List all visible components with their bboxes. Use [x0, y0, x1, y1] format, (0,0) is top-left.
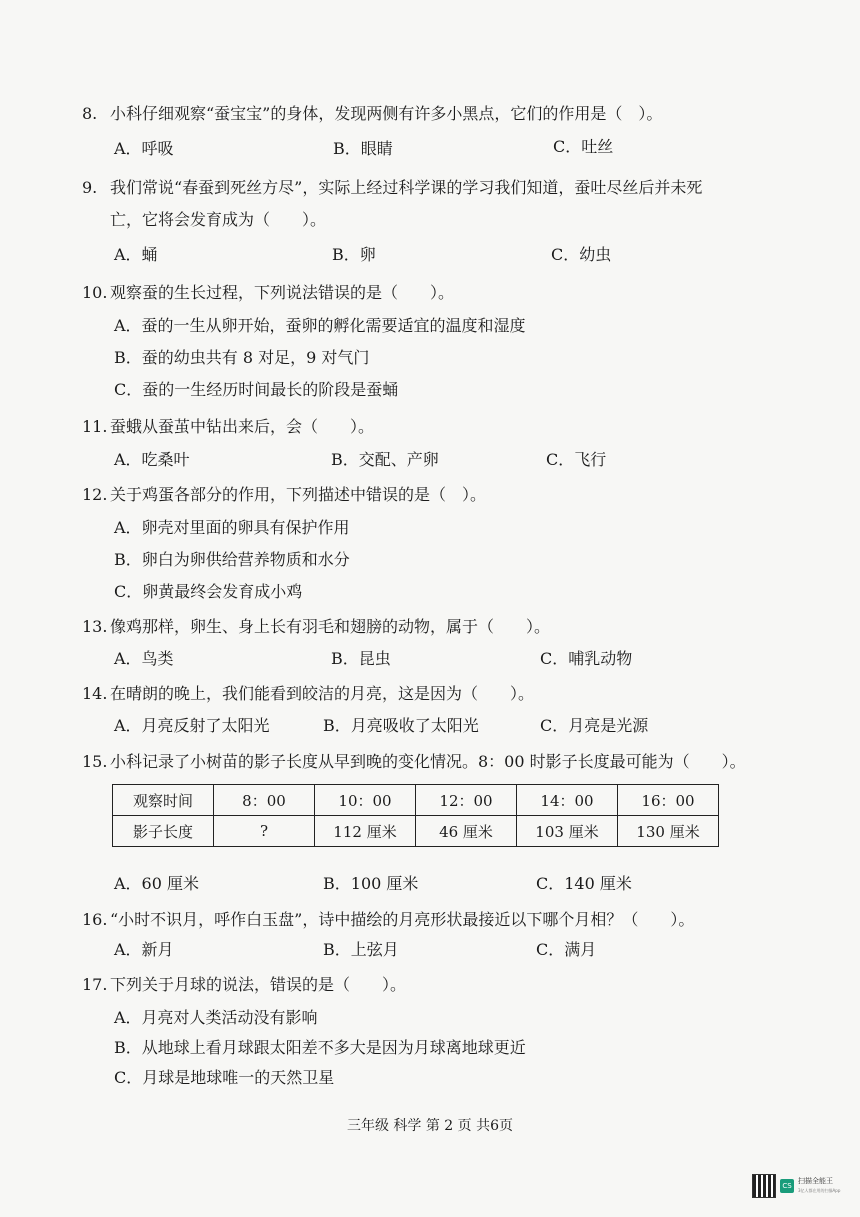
option-b: B．从地球上看月球跟太阳差不多大是因为月球离地球更近: [114, 1038, 526, 1057]
question-text: 小科仔细观察“蚕宝宝”的身体，发现两侧有许多小黑点，它们的作用是（ ）。: [110, 104, 663, 123]
option-a: A．呼吸: [114, 139, 174, 158]
question-8: [82, 104, 662, 124]
question-number: 17.: [82, 975, 108, 994]
watermark-label: [798, 1177, 840, 1195]
option-a: A．蛹: [114, 245, 158, 264]
watermark-title: 扫描全能王: [798, 1177, 833, 1185]
table-cell: 8：00: [214, 785, 315, 816]
table-cell: ?: [214, 816, 315, 847]
watermark-subtitle: 3亿人都在用的扫描App: [798, 1188, 841, 1193]
option-c: C．哺乳动物: [540, 649, 633, 668]
table-row: [113, 785, 719, 816]
page-footer: 三年级 科学 第 2 页 共6页: [346, 1118, 514, 1134]
option-c: C．卵黄最终会发育成小鸡: [114, 582, 303, 601]
option-a: A．新月: [114, 940, 174, 959]
option-b: B．100 厘米: [323, 874, 419, 893]
option-b: B．卵: [332, 245, 376, 264]
question-text: 像鸡那样，卵生、身上长有羽毛和翅膀的动物，属于（ ）。: [110, 617, 551, 636]
option-a: A．60 厘米: [114, 874, 200, 893]
question-15: [82, 752, 746, 772]
question-text: 下列关于月球的说法，错误的是（ ）。: [110, 975, 407, 994]
option-b: B．上弦月: [323, 940, 399, 959]
table-cell: 10：00: [315, 785, 416, 816]
table-cell: 14：00: [517, 785, 618, 816]
question-number: 8.: [82, 104, 98, 123]
question-text: 我们常说“春蚕到死丝方尽”，实际上经过科学课的学习我们知道，蚕吐尽丝后并未死: [110, 178, 703, 197]
table-cell: 112 厘米: [315, 816, 416, 847]
question-9: [82, 178, 702, 198]
question-10: [82, 283, 454, 303]
question-number: 16.: [82, 910, 108, 929]
option-b: B．蚕的幼虫共有 8 对足，9 对气门: [114, 348, 370, 367]
question-13: [82, 617, 550, 637]
question-14: [82, 684, 534, 704]
table-cell: 12：00: [416, 785, 517, 816]
option-b: B．交配、产卵: [331, 450, 439, 469]
question-11: [82, 417, 374, 437]
question-17: [82, 975, 406, 995]
question-text: 蚕蛾从蚕茧中钻出来后，会（ ）。: [110, 417, 375, 436]
option-b: B．昆虫: [331, 649, 391, 668]
option-c: C．月亮是光源: [540, 716, 649, 735]
option-b: B．眼睛: [333, 139, 393, 158]
question-number: 14.: [82, 684, 108, 703]
option-a: A．月亮反射了太阳光: [114, 716, 270, 735]
option-c: C．140 厘米: [536, 874, 632, 893]
option-c: C．飞行: [546, 450, 607, 469]
question-number: 11.: [82, 417, 108, 436]
question-text: “小时不识月，呼作白玉盘”，诗中描绘的月亮形状最接近以下哪个月相？（ ）。: [110, 910, 695, 929]
question-12: [82, 485, 486, 505]
qr-code-icon: [752, 1174, 776, 1198]
question-16: [82, 910, 694, 930]
camscanner-logo-icon: CS: [780, 1179, 794, 1193]
option-c: C．幼虫: [551, 245, 612, 264]
table-cell: 130 厘米: [618, 816, 719, 847]
question-number: 9.: [82, 178, 98, 197]
scanner-watermark: [752, 1172, 852, 1200]
option-a: A．卵壳对里面的卵具有保护作用: [114, 518, 350, 537]
option-c: C．蚕的一生经历时间最长的阶段是蚕蛹: [114, 380, 399, 399]
option-a: A．鸟类: [114, 649, 174, 668]
option-a: A．吃桑叶: [114, 450, 190, 469]
table-cell: 46 厘米: [416, 816, 517, 847]
table-cell: 影子长度: [113, 816, 214, 847]
question-text: 在晴朗的晚上，我们能看到皎洁的月亮，这是因为（ ）。: [110, 684, 535, 703]
question-text: 关于鸡蛋各部分的作用，下列描述中错误的是（ ）。: [110, 485, 487, 504]
table-cell: 16：00: [618, 785, 719, 816]
option-c: C．月球是地球唯一的天然卫星: [114, 1068, 335, 1087]
question-text: 小科记录了小树苗的影子长度从早到晚的变化情况。8：00 时影子长度最可能为（ ）。: [110, 752, 746, 771]
option-c: C．满月: [536, 940, 597, 959]
table-cell: 103 厘米: [517, 816, 618, 847]
option-b: B．月亮吸收了太阳光: [323, 716, 479, 735]
question-text: 观察蚕的生长过程，下列说法错误的是（ ）。: [110, 283, 455, 302]
table-cell: 观察时间: [113, 785, 214, 816]
table-row: [113, 816, 719, 847]
shadow-table: [112, 784, 719, 847]
option-c: C．吐丝: [553, 137, 614, 156]
question-number: 12.: [82, 485, 108, 504]
question-9-line2: 亡，它将会发育成为（ ）。: [110, 210, 327, 229]
option-a: A．蚕的一生从卵开始，蚕卵的孵化需要适宜的温度和湿度: [114, 316, 526, 335]
option-a: A．月亮对人类活动没有影响: [114, 1008, 318, 1027]
question-number: 13.: [82, 617, 108, 636]
question-number: 10.: [82, 283, 108, 302]
question-number: 15.: [82, 752, 108, 771]
option-b: B．卵白为卵供给营养物质和水分: [114, 550, 350, 569]
